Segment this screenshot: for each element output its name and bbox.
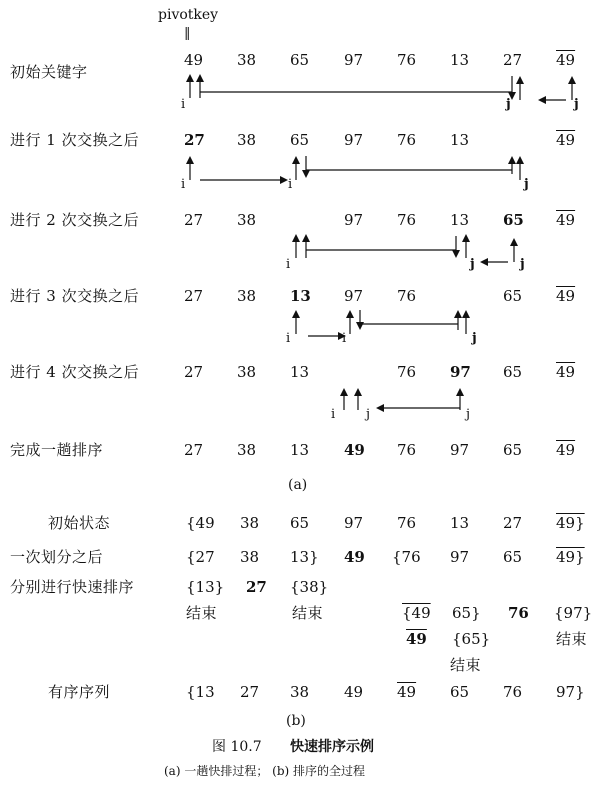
cell-value: 13 — [450, 51, 470, 69]
pointer-group-row1 — [181, 156, 529, 192]
cell-value: {76 — [392, 548, 421, 566]
cell-value: 97 — [344, 211, 364, 229]
row-label-pass-complete: 完成一趟排序 — [10, 441, 104, 459]
pointer-group-row4 — [331, 388, 470, 422]
caption-b: (b) — [286, 713, 306, 729]
cell-value: 65 — [503, 548, 523, 566]
cell-value-pivot: 76 — [508, 604, 529, 622]
pointer-i-label: i — [288, 177, 293, 192]
row-label-after-partition: 一次划分之后 — [10, 548, 104, 566]
cell-value: 38 — [240, 514, 260, 532]
cell-value: 76 — [397, 514, 417, 532]
cell-value: 49 — [344, 683, 364, 701]
cell-value: 76 — [503, 683, 523, 701]
cell-value: 65 — [290, 51, 310, 69]
cell-value: 97 — [344, 51, 364, 69]
pointer-j-label: j — [366, 407, 371, 422]
cell-value: 38 — [290, 683, 310, 701]
cell-value: {97} — [554, 604, 593, 622]
pivot-label: pivotkey — [158, 7, 219, 23]
cell-value: 97 — [344, 514, 364, 532]
pointer-group-row2 — [286, 234, 525, 272]
pointer-j-label: j — [470, 257, 475, 272]
row-label-after-swap-4: 进行 4 次交换之后 — [10, 363, 140, 381]
row-label-recursive-sort: 分别进行快速排序 — [10, 578, 135, 596]
pointer-i-label: i — [286, 331, 291, 346]
cell-value-highlight: 97 — [450, 363, 471, 381]
row-label-sorted-sequence: 有序序列 — [48, 683, 111, 701]
cell-value-overlined: {49 — [402, 604, 431, 622]
figure-title: 快速排序示例 — [290, 739, 374, 755]
cell-value-highlight: 27 — [184, 131, 205, 149]
row-label-initial-state: 初始状态 — [48, 514, 111, 532]
pointer-j-label: j — [524, 177, 529, 192]
row-label-after-swap-2: 进行 2 次交换之后 — [10, 211, 140, 229]
cell-value-overlined: 49 — [556, 441, 576, 459]
cell-value: 27 — [184, 211, 204, 229]
cell-value-overlined: 49 — [556, 287, 576, 305]
finished-label: 结束 — [450, 656, 482, 674]
cell-value-overlined: 49 — [556, 363, 576, 381]
pointer-i-label: i — [181, 177, 186, 192]
cell-value: 27 — [503, 514, 523, 532]
cell-value: 65 — [503, 363, 523, 381]
cell-value: 27 — [184, 363, 204, 381]
cell-value-pivot-final: 49 — [344, 441, 365, 459]
cell-value-highlight: 13 — [290, 287, 311, 305]
cell-value-pivot: 27 — [246, 578, 267, 596]
caption-a: (a) — [288, 477, 308, 493]
cell-value: 27 — [184, 441, 204, 459]
pivot-marker: ‖ — [184, 26, 191, 41]
pointer-i-label: i — [331, 407, 336, 422]
figure-number: 图 10.7 — [212, 739, 262, 755]
cell-value-pivot-overlined: 49 — [406, 630, 427, 648]
cell-value: 38 — [237, 363, 257, 381]
cell-value: 27 — [184, 287, 204, 305]
cell-value: 27 — [503, 51, 523, 69]
cell-value: 38 — [237, 51, 257, 69]
cell-value: 65 — [290, 131, 310, 149]
finished-label: 结束 — [292, 604, 324, 622]
cell-value: 38 — [240, 548, 260, 566]
cell-value-overlined: 49 — [556, 211, 576, 229]
pointer-group-row3 — [286, 310, 477, 346]
cell-value: 97 — [344, 131, 364, 149]
cell-value: {13 — [186, 683, 215, 701]
row-label-after-swap-1: 进行 1 次交换之后 — [10, 131, 140, 149]
cell-value: 76 — [397, 131, 417, 149]
cell-value: 65 — [503, 441, 523, 459]
pointer-i-label: i — [342, 331, 347, 346]
cell-value: 13} — [290, 548, 319, 566]
finished-label: 结束 — [186, 604, 218, 622]
pointer-j-label: j — [520, 257, 525, 272]
cell-value: {38} — [290, 578, 329, 596]
cell-value: {49 — [186, 514, 215, 532]
cell-value-overlined: 49 — [556, 51, 576, 69]
cell-value-overlined: 49} — [556, 548, 585, 566]
cell-value: 76 — [397, 363, 417, 381]
cell-value: 38 — [237, 131, 257, 149]
cell-value-overlined: 49 — [397, 683, 417, 701]
pointer-j-label: j — [506, 97, 511, 112]
cell-value: 13 — [450, 514, 470, 532]
cell-value: {65} — [452, 630, 491, 648]
cell-value: 76 — [397, 51, 417, 69]
cell-value-overlined: 49 — [556, 131, 576, 149]
cell-value: 97} — [556, 683, 585, 701]
cell-value-highlight: 65 — [503, 211, 524, 229]
cell-value: {27 — [186, 548, 215, 566]
cell-value: 76 — [397, 211, 417, 229]
pointer-j-label: j — [574, 97, 579, 112]
row-label-after-swap-3: 进行 3 次交换之后 — [10, 287, 140, 305]
pointer-i-label: i — [181, 97, 186, 112]
cell-value: 65} — [452, 604, 481, 622]
cell-value: 27 — [240, 683, 260, 701]
cell-value: 49 — [184, 51, 204, 69]
cell-value: 13 — [290, 363, 310, 381]
cell-value: 38 — [237, 441, 257, 459]
cell-value: 65 — [450, 683, 470, 701]
pointer-j-label: j — [466, 407, 471, 422]
cell-value: 97 — [450, 548, 470, 566]
cell-value-pivot: 49 — [344, 548, 365, 566]
finished-label: 结束 — [556, 630, 588, 648]
cell-value: 38 — [237, 287, 257, 305]
cell-value: 97 — [344, 287, 364, 305]
cell-value: 13 — [290, 441, 310, 459]
row-label-initial-keys: 初始关键字 — [10, 63, 88, 81]
pointer-group-row0 — [181, 74, 579, 112]
cell-value: 65 — [290, 514, 310, 532]
cell-value-overlined: 49} — [556, 514, 585, 532]
cell-value: 38 — [237, 211, 257, 229]
pointer-j-label: j — [472, 331, 477, 346]
cell-value: 13 — [450, 211, 470, 229]
cell-value: 76 — [397, 441, 417, 459]
cell-value: 97 — [450, 441, 470, 459]
cell-value: 13 — [450, 131, 470, 149]
cell-value: 76 — [397, 287, 417, 305]
figure-subtitle: (a) 一趟快排过程； (b) 排序的全过程 — [164, 764, 366, 778]
cell-value: 65 — [503, 287, 523, 305]
pointer-i-label: i — [286, 257, 291, 272]
cell-value: {13} — [186, 578, 225, 596]
